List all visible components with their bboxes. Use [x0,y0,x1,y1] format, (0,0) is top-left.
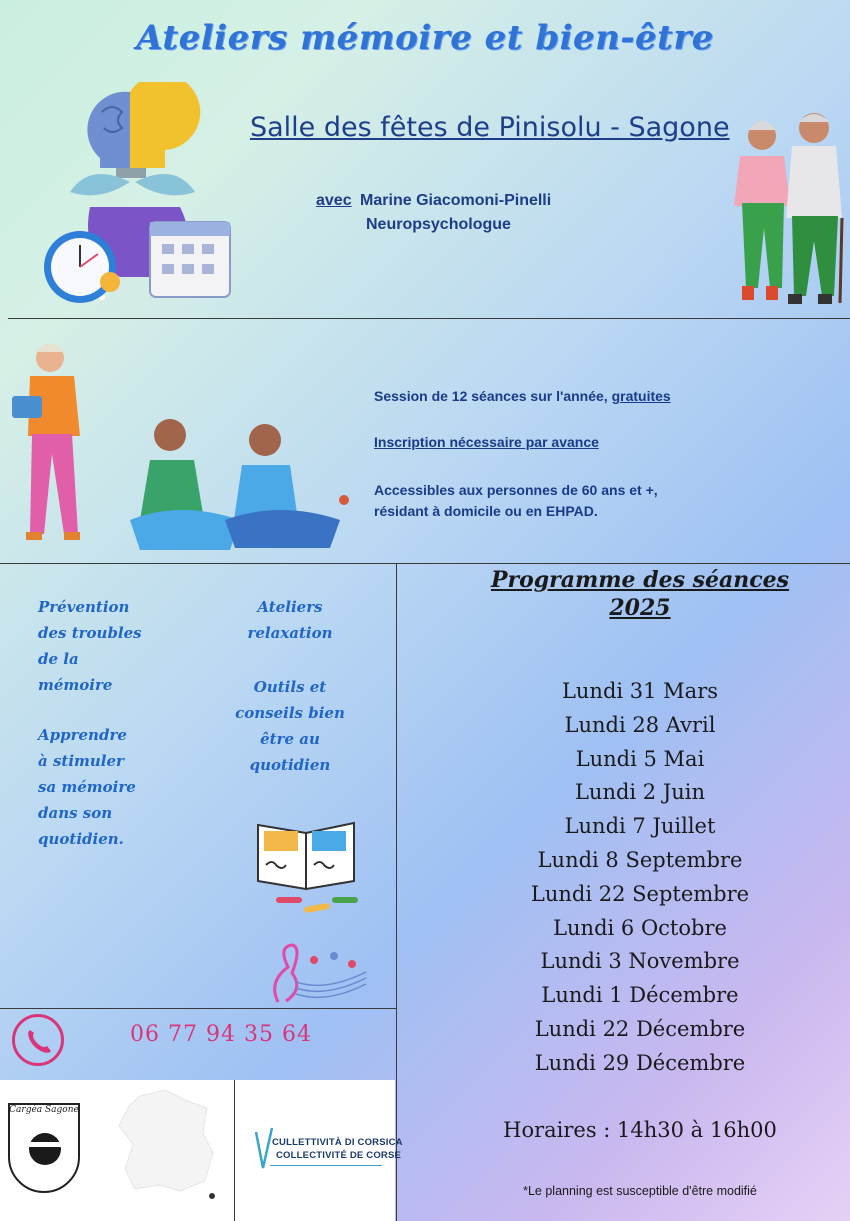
program-hours: Horaires : 14h30 à 16h00 [503,1118,777,1142]
eligibility-line2: résidant à domicile ou en EHPAD. [374,503,598,519]
left-block-1-line: mémoire [38,676,113,694]
left-block-2-line: quotidien. [38,830,124,848]
program-date: Lundi 22 Septembre [530,881,750,906]
presenter-line [316,192,551,210]
avec-label: avec [316,192,352,209]
left-block-2-line: Apprendre [38,726,127,744]
divider-middle [0,563,850,564]
middle-block-2-line: Outils et [253,678,327,696]
left-block-1-line: de la [38,650,79,668]
program-date: Lundi 1 Décembre [541,983,739,1008]
book-crayons-icon [252,815,364,920]
eligibility-info [374,480,658,522]
registration-info [374,432,599,453]
brain-lightbulb-illustration [30,82,235,307]
seniors-relaxation-illustration [10,340,355,570]
corsica-check-icon [254,1126,274,1176]
divider-top [8,318,850,319]
program-date: Lundi 31 Mars [561,679,719,703]
elderly-couple-illustration [722,108,850,318]
program-note: *Le planning est susceptible d'être modifié [523,1184,757,1198]
left-block-2-line: à stimuler [38,752,124,770]
middle-block-1-line: relaxation [247,624,333,642]
middle-block-1-line: Ateliers [257,598,323,616]
middle-block-2-line: quotidien [249,756,331,774]
session-free: gratuites [611,388,671,404]
program-date: Lundi 29 Décembre [534,1050,746,1075]
left-block-1 [38,594,142,698]
middle-block-2 [225,674,355,778]
program-title-line2: 2025 [609,595,671,621]
program-date: Lundi 3 Novembre [540,949,740,974]
program-dates [440,675,840,1081]
page-title: Ateliers mémoire et bien-être [136,18,714,58]
program-date: Lundi 8 Septembre [537,847,743,872]
presenter-name: Marine Giacomoni-Pinelli [360,192,552,209]
program-date: Lundi 7 Juillet [564,814,716,839]
music-notes-icon [268,942,368,1012]
presenter-role: Neuropsychologue [366,216,511,233]
program-date: Lundi 6 Octobre [553,915,727,940]
left-block-2 [38,722,136,852]
corsica-logo-line2: COLLECTIVITÉ DE CORSE [276,1150,402,1161]
left-block-2-line: dans son [38,804,113,822]
corsica-logo-line1: CULLETTIVITÀ DI CORSICA [272,1137,403,1148]
middle-block-1 [225,594,355,646]
left-block-1-line: des troubles [38,624,142,642]
program-title-line1: Programme des séances [490,567,790,593]
program-date: Lundi 5 Mai [575,746,705,771]
corsica-logo-underline [270,1165,382,1166]
eligibility-line1: Accessibles aux personnes de 60 ans et +, [374,482,658,498]
program-title [440,566,840,622]
france-map-icon [110,1086,220,1204]
program-date: Lundi 28 Avril [564,712,716,737]
registration-text: Inscription nécessaire par avance [374,434,599,450]
logo-divider [234,1080,235,1221]
divider-contact-top [0,1008,396,1009]
phone-icon[interactable] [12,1014,64,1066]
left-block-2-line: sa mémoire [38,778,136,796]
left-block-1-line: Prévention [38,598,130,616]
divider-vertical [396,563,397,1221]
moor-head-icon [22,1125,68,1175]
session-text: Session de 12 séances sur l'année, [374,388,612,404]
phone-number[interactable]: 06 77 94 35 64 [130,1022,312,1047]
coat-of-arms-label: Cargèa Sagone [9,1105,79,1115]
middle-block-2-line: conseils bien [235,704,345,722]
session-info [374,386,671,407]
program-date: Lundi 22 Décembre [534,1016,746,1041]
program-date: Lundi 2 Juin [574,780,706,805]
middle-block-2-line: être au [260,730,320,748]
venue: Salle des fêtes de Pinisolu - Sagone [250,112,730,143]
